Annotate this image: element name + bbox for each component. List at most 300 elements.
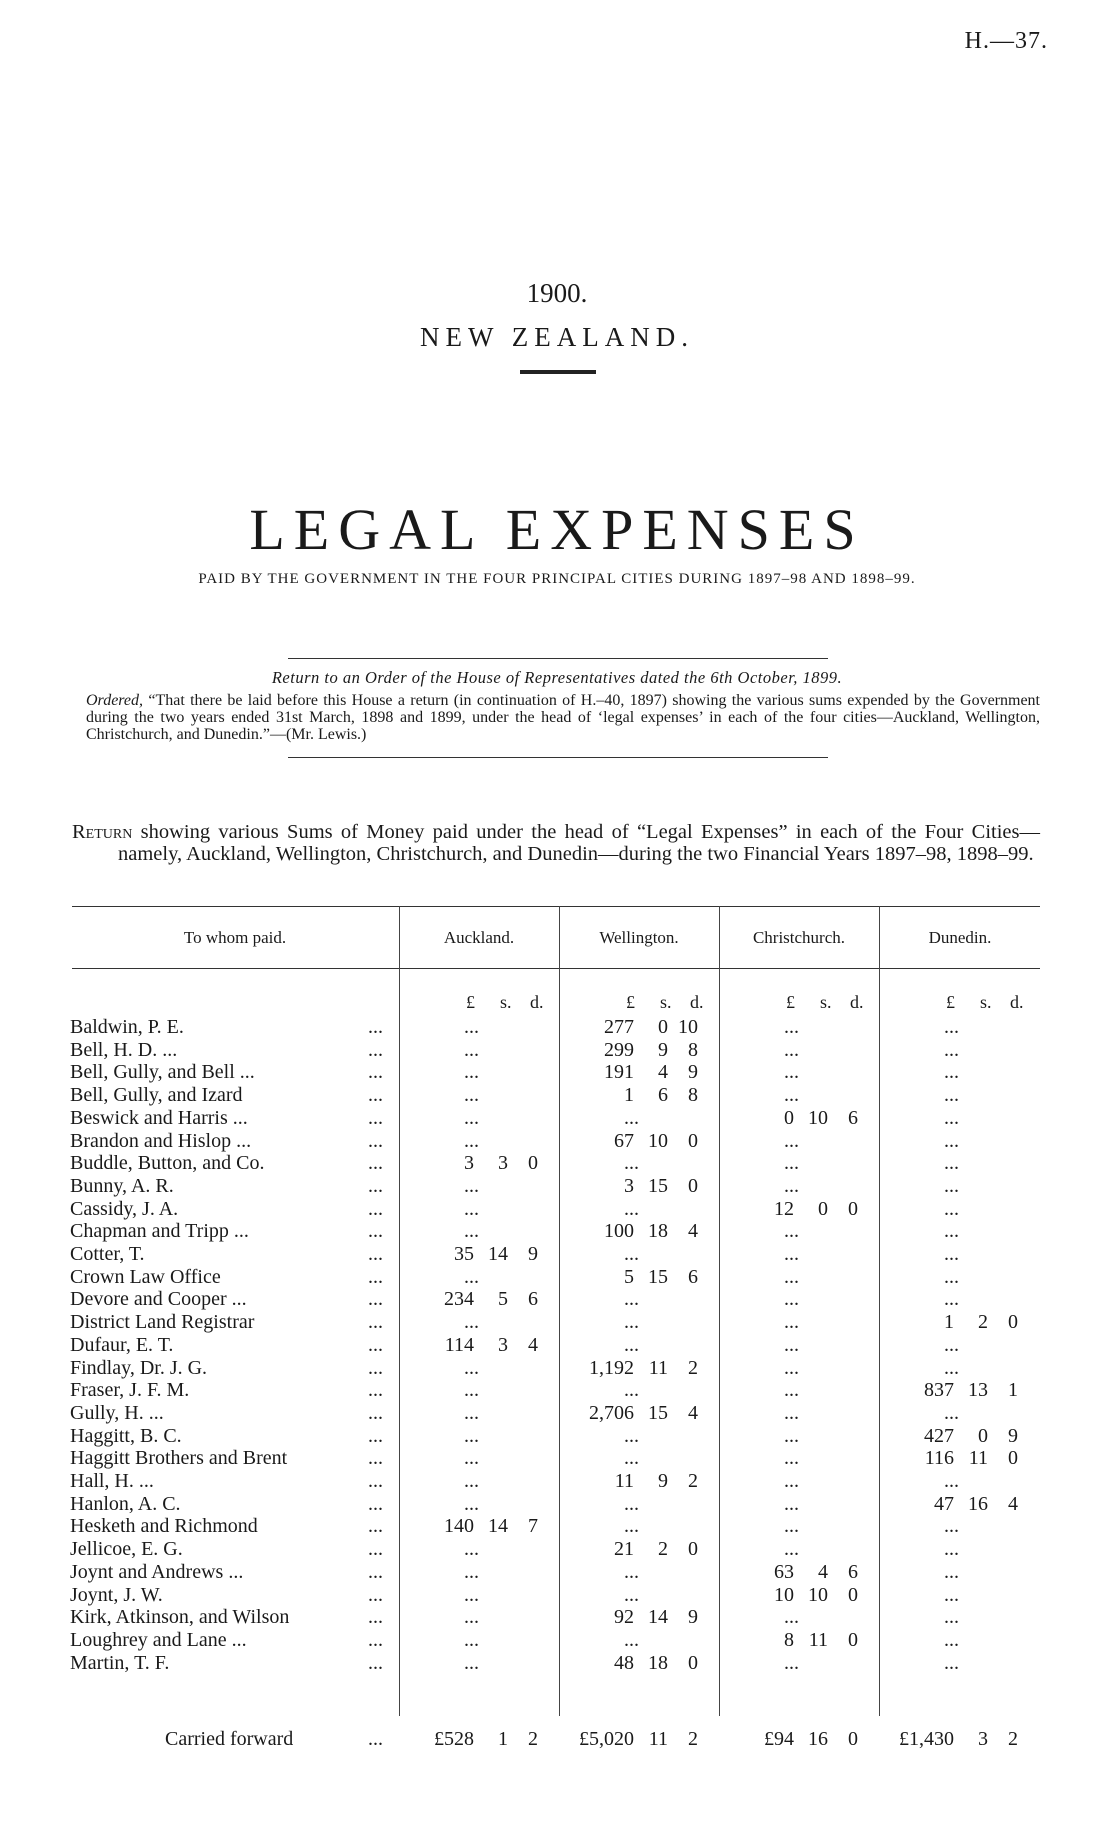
amount-shillings: 14 — [648, 1606, 668, 1629]
header-christchurch: Christchurch. — [752, 928, 846, 947]
amount-shillings: 0 — [818, 1197, 828, 1220]
table-top-rule — [72, 906, 1040, 907]
amount-pence: 8 — [688, 1084, 698, 1107]
empty-amount: ... — [944, 1356, 959, 1379]
payee-name: Chapman and Tripp ... — [70, 1220, 249, 1243]
payee-name: Devore and Cooper ... — [70, 1288, 247, 1311]
leader-dots: ... — [368, 1243, 383, 1265]
amount-pence: 9 — [688, 1061, 698, 1084]
amount-pence: 4 — [1008, 1492, 1018, 1515]
empty-amount: ... — [784, 1152, 799, 1175]
total-pence: 2 — [528, 1728, 538, 1750]
amount-pounds: 2,706 — [589, 1401, 634, 1424]
amount-cell-wellington — [560, 1311, 720, 1333]
table-row — [0, 1425, 1114, 1447]
amount-pence: 7 — [528, 1515, 538, 1538]
empty-amount: ... — [944, 1220, 959, 1243]
heading-divider — [520, 370, 596, 374]
total-pounds: £528 — [434, 1728, 474, 1750]
empty-amount: ... — [464, 1470, 479, 1492]
payee-name: Kirk, Atkinson, and Wilson — [70, 1606, 290, 1629]
amount-cell-dunedin — [880, 1311, 1040, 1333]
empty-amount: ... — [784, 1288, 799, 1311]
amount-cell-christchurch — [720, 1334, 880, 1356]
total-cell-wellington — [560, 1728, 720, 1750]
empty-amount: ... — [944, 1560, 959, 1583]
carried-forward-label: Carried forward — [165, 1728, 294, 1750]
amount-cell-auckland — [400, 1334, 560, 1356]
empty-amount: ... — [624, 1424, 639, 1447]
payee-name: District Land Registrar — [70, 1311, 255, 1334]
amount-cell-christchurch — [720, 1470, 880, 1492]
table-row — [0, 1379, 1114, 1401]
amount-cell-wellington — [560, 1379, 720, 1401]
leader-dots: ... — [368, 1038, 383, 1061]
amount-cell-dunedin — [880, 1538, 1040, 1560]
total-shillings: 3 — [978, 1728, 988, 1750]
payee-name: Joynt and Andrews ... — [70, 1560, 244, 1583]
empty-amount: ... — [624, 1492, 639, 1515]
return-order-line: Return to an Order of the House of Representatives dated the 6th October, 1899. — [271, 668, 843, 687]
amount-pounds: 12 — [774, 1197, 794, 1220]
amount-cell-christchurch — [720, 1016, 880, 1038]
total-cell-christchurch — [720, 1728, 880, 1750]
amount-pence: 6 — [528, 1288, 538, 1311]
leader-dots: ... — [368, 1401, 383, 1424]
amount-pence: 0 — [688, 1538, 698, 1561]
amount-cell-christchurch — [720, 1402, 880, 1424]
document-subtitle: PAID BY THE GOVERNMENT IN THE FOUR PRINCIPAL CITIES DURING 1897–98 AND 1898–99. — [198, 571, 916, 587]
empty-amount: ... — [464, 1174, 479, 1197]
amount-pence: 0 — [1008, 1311, 1018, 1334]
divider-top — [288, 658, 828, 659]
leader-dots: ... — [368, 1538, 383, 1561]
amount-cell-auckland — [400, 1515, 560, 1537]
table-row — [0, 1220, 1114, 1242]
amount-cell-christchurch — [720, 1561, 880, 1583]
leader-dots: ... — [368, 1515, 383, 1538]
unit-shillings: s. — [980, 992, 992, 1012]
leader-dots: ... — [368, 1129, 383, 1152]
amount-pounds: 63 — [774, 1560, 794, 1583]
empty-amount: ... — [784, 1470, 799, 1492]
amount-cell-wellington — [560, 1470, 720, 1492]
unit-shillings: s. — [820, 992, 832, 1012]
amount-cell-dunedin — [880, 1039, 1040, 1061]
empty-amount: ... — [624, 1628, 639, 1651]
amount-pence: 6 — [688, 1265, 698, 1288]
empty-amount: ... — [784, 1016, 799, 1038]
amount-cell-christchurch — [720, 1652, 880, 1674]
empty-amount: ... — [464, 1311, 479, 1334]
empty-amount: ... — [944, 1061, 959, 1084]
amount-cell-auckland — [400, 1652, 560, 1674]
amount-cell-christchurch — [720, 1130, 880, 1152]
total-pence: 2 — [688, 1728, 698, 1750]
empty-amount: ... — [464, 1424, 479, 1447]
amount-shillings: 14 — [488, 1243, 508, 1265]
amount-shillings: 18 — [648, 1651, 668, 1674]
amount-cell-dunedin — [880, 1425, 1040, 1447]
amount-cell-dunedin — [880, 1379, 1040, 1401]
amount-cell-christchurch — [720, 1493, 880, 1515]
empty-amount: ... — [784, 1243, 799, 1265]
amount-cell-auckland — [400, 1379, 560, 1401]
empty-amount: ... — [784, 1424, 799, 1447]
header-wellington: Wellington. — [599, 928, 679, 947]
empty-amount: ... — [464, 1401, 479, 1424]
leader-dots: ... — [368, 1728, 383, 1750]
ordered-label: Ordered, — [86, 692, 144, 709]
payee-name: Joynt, J. W. — [70, 1583, 163, 1606]
empty-amount: ... — [944, 1628, 959, 1651]
empty-amount: ... — [464, 1538, 479, 1561]
amount-cell-auckland — [400, 1606, 560, 1628]
amount-cell-wellington — [560, 1357, 720, 1379]
amount-cell-wellington — [560, 1220, 720, 1242]
amount-pence: 0 — [848, 1583, 858, 1606]
payee-name: Brandon and Hislop ... — [70, 1129, 252, 1152]
payee-name: Cotter, T. — [70, 1243, 145, 1265]
amount-pence: 8 — [688, 1038, 698, 1061]
empty-amount: ... — [464, 1197, 479, 1220]
payee-name: Cassidy, J. A. — [70, 1197, 179, 1220]
amount-cell-auckland — [400, 1425, 560, 1447]
table-row — [0, 1515, 1114, 1537]
amount-cell-wellington — [560, 1107, 720, 1129]
header-dunedin: Dunedin. — [928, 928, 992, 947]
amount-pounds: 92 — [614, 1606, 634, 1629]
empty-amount: ... — [624, 1515, 639, 1538]
amount-shillings: 10 — [648, 1129, 668, 1152]
amount-cell-auckland — [400, 1288, 560, 1310]
amount-pounds: 11 — [614, 1470, 634, 1492]
empty-amount: ... — [464, 1038, 479, 1061]
leader-dots: ... — [368, 1106, 383, 1129]
amount-pounds: 0 — [784, 1106, 794, 1129]
amount-cell-dunedin — [880, 1584, 1040, 1606]
amount-shillings: 9 — [658, 1038, 668, 1061]
empty-amount: ... — [464, 1129, 479, 1152]
amount-cell-dunedin — [880, 1515, 1040, 1537]
amount-shillings: 2 — [978, 1311, 988, 1334]
amount-cell-wellington — [560, 1243, 720, 1265]
amount-pence: 1 — [1008, 1379, 1018, 1402]
amount-cell-auckland — [400, 1402, 560, 1424]
amount-pence: 0 — [688, 1174, 698, 1197]
total-shillings: 16 — [808, 1728, 828, 1750]
empty-amount: ... — [624, 1311, 639, 1334]
amount-cell-dunedin — [880, 1561, 1040, 1583]
amount-cell-christchurch — [720, 1107, 880, 1129]
leader-dots: ... — [368, 1628, 383, 1651]
amount-cell-wellington — [560, 1288, 720, 1310]
payee-name: Bell, Gully, and Bell ... — [70, 1061, 255, 1084]
empty-amount: ... — [784, 1401, 799, 1424]
amount-pounds: 48 — [614, 1651, 634, 1674]
amount-cell-auckland — [400, 1311, 560, 1333]
empty-amount: ... — [624, 1288, 639, 1311]
empty-amount: ... — [464, 1265, 479, 1288]
table-row — [0, 1357, 1114, 1379]
unit-pence: d. — [1010, 992, 1024, 1012]
table-row — [0, 1243, 1114, 1265]
amount-cell-wellington — [560, 1334, 720, 1356]
table-row — [0, 1652, 1114, 1674]
amount-cell-wellington — [560, 1039, 720, 1061]
amount-pence: 9 — [688, 1606, 698, 1629]
empty-amount: ... — [624, 1583, 639, 1606]
empty-amount: ... — [464, 1583, 479, 1606]
amount-cell-auckland — [400, 1447, 560, 1469]
table-row — [0, 1470, 1114, 1492]
empty-amount: ... — [944, 1606, 959, 1629]
table-row — [0, 1402, 1114, 1424]
amount-pounds: 100 — [604, 1220, 634, 1243]
ordered-text: “That there be laid before this House a return (in continuation of H.–40, 1897) showing the various sums expended by the Government during the two years ended 31st March, 1898 and 1899, under the head of ‘legal expenses’ in each of the four cities—Auckland, Wellington, Christchurch, and Dunedin.”—(Mr. Lewis.) — [86, 692, 1040, 743]
table-row — [0, 1130, 1114, 1152]
payee-name: Martin, T. F. — [70, 1651, 170, 1674]
empty-amount: ... — [464, 1447, 479, 1470]
empty-amount: ... — [784, 1174, 799, 1197]
empty-amount: ... — [464, 1220, 479, 1243]
total-shillings: 11 — [648, 1728, 668, 1750]
amount-pounds: 1 — [624, 1084, 634, 1107]
empty-amount: ... — [784, 1538, 799, 1561]
amount-shillings: 18 — [648, 1220, 668, 1243]
empty-amount: ... — [624, 1197, 639, 1220]
empty-amount: ... — [944, 1333, 959, 1356]
amount-cell-dunedin — [880, 1652, 1040, 1674]
empty-amount: ... — [944, 1265, 959, 1288]
unit-pence: d. — [690, 992, 704, 1012]
amount-shillings: 0 — [978, 1424, 988, 1447]
total-pounds: £1,430 — [899, 1728, 954, 1750]
empty-amount: ... — [464, 1061, 479, 1084]
empty-amount: ... — [624, 1447, 639, 1470]
amount-cell-christchurch — [720, 1175, 880, 1197]
empty-amount: ... — [624, 1243, 639, 1265]
empty-amount: ... — [784, 1220, 799, 1243]
payee-name: Bell, Gully, and Izard — [70, 1084, 243, 1107]
empty-amount: ... — [464, 1560, 479, 1583]
amount-cell-wellington — [560, 1606, 720, 1628]
payee-name: Buddle, Button, and Co. — [70, 1152, 265, 1175]
payee-name: Dufaur, E. T. — [70, 1333, 174, 1356]
amount-cell-auckland — [400, 1039, 560, 1061]
empty-amount: ... — [784, 1606, 799, 1629]
empty-amount: ... — [464, 1606, 479, 1629]
amount-cell-christchurch — [720, 1288, 880, 1310]
amount-cell-auckland — [400, 1198, 560, 1220]
amount-cell-christchurch — [720, 1084, 880, 1106]
amount-cell-christchurch — [720, 1606, 880, 1628]
amount-pence: 10 — [678, 1016, 698, 1038]
amount-cell-auckland — [400, 1130, 560, 1152]
table-row — [0, 1493, 1114, 1515]
header-to-whom-paid: To whom paid. — [183, 928, 287, 947]
leader-dots: ... — [368, 1606, 383, 1629]
amount-cell-wellington — [560, 1175, 720, 1197]
empty-amount: ... — [944, 1038, 959, 1061]
carried-forward-row — [0, 1728, 1114, 1750]
empty-amount: ... — [944, 1538, 959, 1561]
amount-cell-auckland — [400, 1629, 560, 1651]
amount-pounds: 67 — [614, 1129, 634, 1152]
amount-cell-christchurch — [720, 1198, 880, 1220]
country-heading: NEW ZEALAND. — [420, 322, 694, 352]
amount-shillings: 15 — [648, 1265, 668, 1288]
leader-dots: ... — [368, 1379, 383, 1402]
amount-shillings: 4 — [818, 1560, 828, 1583]
payee-name: Hall, H. ... — [70, 1470, 154, 1492]
amount-shillings: 4 — [658, 1061, 668, 1084]
amount-pounds: 191 — [604, 1061, 634, 1084]
amount-pounds: 21 — [614, 1538, 634, 1561]
amount-cell-auckland — [400, 1084, 560, 1106]
amount-shillings: 9 — [658, 1470, 668, 1492]
leader-dots: ... — [368, 1016, 383, 1038]
table-row — [0, 1061, 1114, 1083]
amount-cell-dunedin — [880, 1334, 1040, 1356]
empty-amount: ... — [464, 1492, 479, 1515]
amount-cell-dunedin — [880, 1288, 1040, 1310]
amount-cell-christchurch — [720, 1357, 880, 1379]
amount-pounds: 3 — [624, 1174, 634, 1197]
amount-pence: 0 — [688, 1129, 698, 1152]
amount-cell-dunedin — [880, 1084, 1040, 1106]
amount-pounds: 1 — [944, 1311, 954, 1334]
payee-name: Bunny, A. R. — [70, 1174, 174, 1197]
amount-pence: 6 — [848, 1106, 858, 1129]
amount-shillings: 15 — [648, 1401, 668, 1424]
amount-pounds: 10 — [774, 1583, 794, 1606]
amount-cell-auckland — [400, 1357, 560, 1379]
empty-amount: ... — [464, 1651, 479, 1674]
header-auckland: Auckland. — [443, 928, 515, 947]
amount-pounds: 837 — [924, 1379, 954, 1402]
ordered-paragraph — [86, 692, 1040, 743]
payee-name: Baldwin, P. E. — [70, 1016, 184, 1038]
amount-cell-wellington — [560, 1130, 720, 1152]
payee-name: Loughrey and Lane ... — [70, 1628, 247, 1651]
amount-cell-auckland — [400, 1175, 560, 1197]
amount-cell-wellington — [560, 1538, 720, 1560]
leader-dots: ... — [368, 1061, 383, 1084]
amount-cell-christchurch — [720, 1311, 880, 1333]
empty-amount: ... — [784, 1038, 799, 1061]
amount-cell-christchurch — [720, 1538, 880, 1560]
amount-cell-auckland — [400, 1561, 560, 1583]
amount-cell-christchurch — [720, 1425, 880, 1447]
empty-amount: ... — [784, 1084, 799, 1107]
amount-cell-wellington — [560, 1198, 720, 1220]
amount-pounds: 5 — [624, 1265, 634, 1288]
payee-name: Crown Law Office — [70, 1265, 221, 1288]
amount-cell-dunedin — [880, 1470, 1040, 1492]
amount-cell-christchurch — [720, 1220, 880, 1242]
amount-shillings: 14 — [488, 1515, 508, 1538]
amount-shillings: 16 — [968, 1492, 988, 1515]
amount-pence: 4 — [688, 1401, 698, 1424]
amount-pence: 0 — [688, 1651, 698, 1674]
amount-cell-auckland — [400, 1538, 560, 1560]
empty-amount: ... — [784, 1061, 799, 1084]
amount-cell-wellington — [560, 1629, 720, 1651]
empty-amount: ... — [784, 1651, 799, 1674]
amount-pounds: 1,192 — [589, 1356, 634, 1379]
amount-cell-wellington — [560, 1084, 720, 1106]
amount-cell-dunedin — [880, 1402, 1040, 1424]
amount-cell-dunedin — [880, 1107, 1040, 1129]
amount-pounds: 299 — [604, 1038, 634, 1061]
amount-cell-dunedin — [880, 1061, 1040, 1083]
leader-dots: ... — [368, 1447, 383, 1470]
leader-dots: ... — [368, 1265, 383, 1288]
amount-cell-dunedin — [880, 1447, 1040, 1469]
payee-name: Hanlon, A. C. — [70, 1492, 181, 1515]
table-row — [0, 1084, 1114, 1106]
leader-dots: ... — [368, 1084, 383, 1107]
unit-shillings: s. — [660, 992, 672, 1012]
amount-cell-christchurch — [720, 1152, 880, 1174]
publication-year: 1900. — [526, 278, 588, 308]
amount-pence: 9 — [528, 1243, 538, 1265]
empty-amount: ... — [944, 1197, 959, 1220]
amount-cell-auckland — [400, 1493, 560, 1515]
amount-shillings: 3 — [498, 1333, 508, 1356]
empty-amount: ... — [944, 1243, 959, 1265]
amount-cell-wellington — [560, 1016, 720, 1038]
amount-cell-christchurch — [720, 1061, 880, 1083]
amount-shillings: 6 — [658, 1084, 668, 1107]
empty-amount: ... — [784, 1333, 799, 1356]
table-row — [0, 1107, 1114, 1129]
unit-pounds: £ — [786, 992, 795, 1012]
table-row — [0, 1016, 1114, 1038]
amount-pence: 4 — [688, 1220, 698, 1243]
amount-cell-dunedin — [880, 1130, 1040, 1152]
amount-cell-christchurch — [720, 1629, 880, 1651]
amount-cell-wellington — [560, 1584, 720, 1606]
empty-amount: ... — [464, 1628, 479, 1651]
leader-dots: ... — [368, 1356, 383, 1379]
leader-dots: ... — [368, 1220, 383, 1243]
amount-cell-auckland — [400, 1243, 560, 1265]
amount-shillings: 11 — [648, 1356, 668, 1379]
table-row — [0, 1629, 1114, 1651]
empty-amount: ... — [944, 1583, 959, 1606]
leader-dots: ... — [368, 1197, 383, 1220]
amount-cell-wellington — [560, 1515, 720, 1537]
amount-pence: 4 — [528, 1333, 538, 1356]
amount-cell-auckland — [400, 1220, 560, 1242]
empty-amount: ... — [624, 1106, 639, 1129]
empty-amount: ... — [464, 1379, 479, 1402]
unit-pounds: £ — [626, 992, 635, 1012]
return-intro-text: showing various Sums of Money paid under the head of “Legal Expenses” in each of the Four Cities—namely, Auckland, Wellington, Christchurch, and Dunedin—during the two Financial Years 1897–98, 1898–99. — [118, 821, 1040, 865]
empty-amount: ... — [944, 1152, 959, 1175]
amount-cell-dunedin — [880, 1016, 1040, 1038]
amount-cell-christchurch — [720, 1039, 880, 1061]
payee-name: Beswick and Harris ... — [70, 1106, 248, 1129]
document-title: LEGAL EXPENSES — [249, 497, 865, 562]
unit-shillings: s. — [500, 992, 512, 1012]
amount-cell-auckland — [400, 1107, 560, 1129]
total-cell-dunedin — [880, 1728, 1040, 1750]
amount-pounds: 234 — [444, 1288, 474, 1311]
amount-cell-dunedin — [880, 1152, 1040, 1174]
